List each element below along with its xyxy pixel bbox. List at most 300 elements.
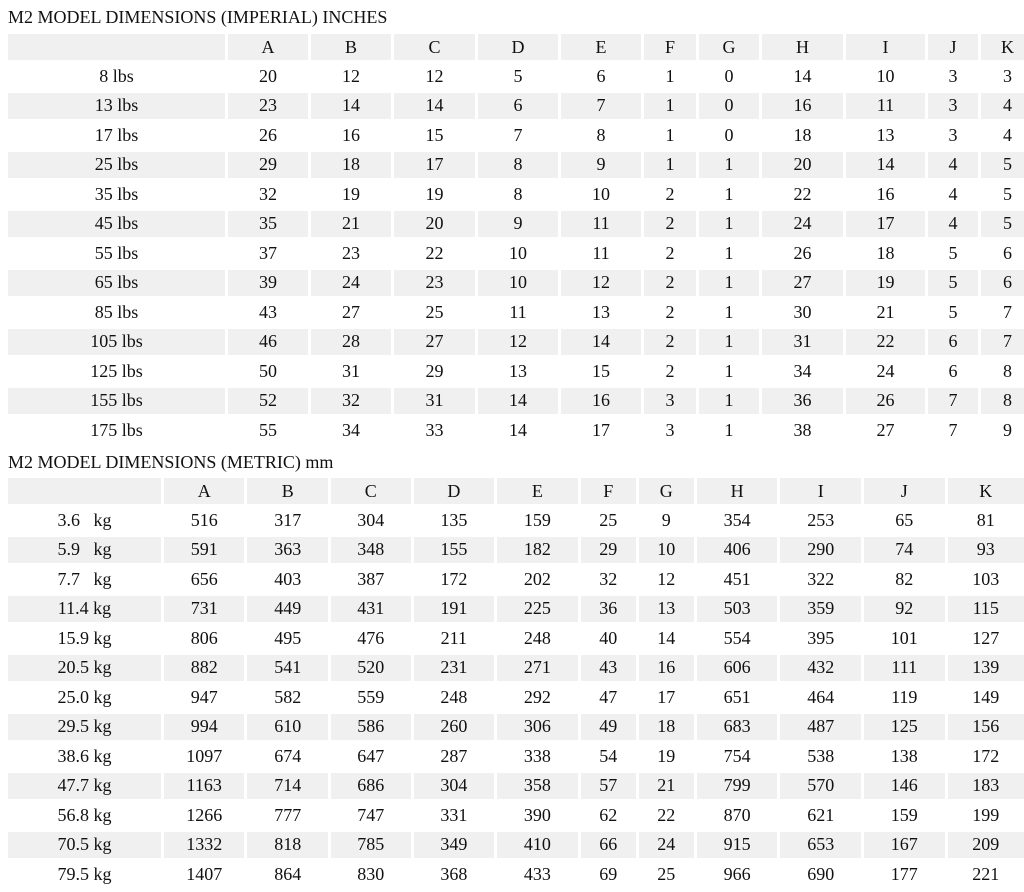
dimension-cell: 559 [331,684,414,714]
dimension-cell: 253 [780,507,864,537]
dimension-cell: 12 [478,329,561,359]
dimension-cell: 651 [697,684,781,714]
dimension-cell: 17 [394,152,478,182]
dimension-cell: 46 [228,329,311,359]
dimension-cell: 14 [639,625,697,655]
dimension-cell: 159 [864,802,948,832]
dimension-cell: 29 [581,537,639,567]
dimension-cell: 111 [864,655,948,685]
dimension-cell: 432 [780,655,864,685]
dimension-cell: 13 [639,596,697,626]
dimension-cell: 21 [846,299,928,329]
dimension-cell: 1 [644,93,699,123]
dimension-cell: 248 [414,684,498,714]
dimension-cell: 915 [697,832,781,862]
table-row [8,152,1024,182]
header-row [8,34,1024,63]
dimension-cell: 20 [762,152,846,182]
dimension-cell: 431 [331,596,414,626]
dimension-cell: 8 [981,358,1024,388]
dimension-cell: 464 [780,684,864,714]
weight-cell: 155 lbs [8,388,228,418]
dimension-cell: 503 [697,596,781,626]
dimension-cell: 317 [247,507,331,537]
dimension-cell: 714 [247,773,331,803]
table-row [8,388,1024,418]
weight-cell: 13 lbs [8,93,228,123]
dimension-cell: 22 [762,181,846,211]
dimension-cell: 290 [780,537,864,567]
weight-cell: 5.9 kg [8,537,164,567]
dimension-cell: 5 [478,63,561,93]
dimension-cell: 410 [497,832,581,862]
dimension-cell: 348 [331,537,414,567]
dimension-cell: 363 [247,537,331,567]
column-header-a: A [164,478,248,507]
dimension-cell: 2 [644,358,699,388]
dimension-cell: 15 [394,122,478,152]
dimension-cell: 1 [699,388,762,418]
dimension-cell: 516 [164,507,248,537]
dimension-cell: 1 [699,299,762,329]
dimension-cell: 10 [561,181,644,211]
dimension-cell: 0 [699,63,762,93]
header-corner-cell [8,34,228,63]
dimension-cell: 52 [228,388,311,418]
dimension-cell: 621 [780,802,864,832]
dimension-cell: 6 [478,93,561,123]
dimension-cell: 17 [846,211,928,241]
table-row [8,270,1024,300]
dimension-cell: 3 [928,93,981,123]
dimension-cell: 27 [762,270,846,300]
dimension-cell: 647 [331,743,414,773]
dimension-cell: 690 [780,861,864,891]
dimension-cell: 5 [981,211,1024,241]
weight-cell: 105 lbs [8,329,228,359]
dimension-cell: 139 [948,655,1024,685]
dimension-cell: 403 [247,566,331,596]
dimension-cell: 6 [928,329,981,359]
table-row [8,299,1024,329]
column-header-b: B [311,34,394,63]
dimension-cell: 18 [762,122,846,152]
dimension-cell: 32 [311,388,394,418]
dimension-cell: 43 [581,655,639,685]
table-row [8,773,1024,803]
dimension-cell: 31 [762,329,846,359]
dimension-cell: 1 [699,181,762,211]
dimension-cell: 24 [762,211,846,241]
dimension-cell: 1163 [164,773,248,803]
dimension-cell: 36 [762,388,846,418]
dimension-cell: 25 [394,299,478,329]
dimension-cell: 570 [780,773,864,803]
dimension-cell: 591 [164,537,248,567]
dimension-cell: 1332 [164,832,248,862]
dimension-cell: 14 [478,388,561,418]
dimension-cell: 451 [697,566,781,596]
table-row [8,684,1024,714]
weight-cell: 15.9 kg [8,625,164,655]
dimension-cell: 19 [394,181,478,211]
dimension-cell: 11 [478,299,561,329]
dimension-cell: 966 [697,861,781,891]
dimension-cell: 191 [414,596,498,626]
dimension-cell: 785 [331,832,414,862]
dimension-cell: 304 [331,507,414,537]
dimension-cell: 23 [311,240,394,270]
dimension-cell: 11 [561,240,644,270]
column-header-g: G [639,478,697,507]
dimension-cell: 23 [228,93,311,123]
dimension-cell: 390 [497,802,581,832]
table-row [8,537,1024,567]
dimension-cell: 406 [697,537,781,567]
dimension-cell: 19 [846,270,928,300]
dimension-cell: 1 [699,270,762,300]
dimension-cell: 199 [948,802,1024,832]
dimension-cell: 9 [981,417,1024,447]
dimension-cell: 14 [311,93,394,123]
dimension-cell: 449 [247,596,331,626]
dimension-cell: 586 [331,714,414,744]
dimension-cell: 2 [644,329,699,359]
dimension-cell: 5 [981,152,1024,182]
dimension-cell: 5 [981,181,1024,211]
table-row [8,625,1024,655]
column-header-f: F [644,34,699,63]
dimension-cell: 5 [928,299,981,329]
dimension-cell: 27 [311,299,394,329]
dimension-cell: 225 [497,596,581,626]
dimension-cell: 25 [581,507,639,537]
dimension-cell: 338 [497,743,581,773]
dimension-cell: 182 [497,537,581,567]
dimension-cell: 16 [311,122,394,152]
weight-cell: 125 lbs [8,358,228,388]
dimension-cell: 4 [928,181,981,211]
dimension-cell: 674 [247,743,331,773]
dimension-cell: 20 [228,63,311,93]
dimension-cell: 4 [981,93,1024,123]
dimension-cell: 29 [228,152,311,182]
dimension-cell: 18 [846,240,928,270]
dimension-cell: 476 [331,625,414,655]
dimension-cell: 1 [699,211,762,241]
table-row [8,566,1024,596]
dimension-cell: 349 [414,832,498,862]
dimension-cell: 12 [394,63,478,93]
dimension-cell: 495 [247,625,331,655]
dimension-cell: 554 [697,625,781,655]
dimension-cell: 24 [311,270,394,300]
dimension-cell: 8 [478,152,561,182]
dimension-cell: 14 [846,152,928,182]
dimension-cell: 65 [864,507,948,537]
dimension-cell: 9 [561,152,644,182]
dimension-cell: 287 [414,743,498,773]
dimension-cell: 16 [846,181,928,211]
dimension-cell: 1 [699,240,762,270]
dimension-cell: 209 [948,832,1024,862]
dimension-cell: 32 [228,181,311,211]
column-header-e: E [561,34,644,63]
dimension-cell: 17 [561,417,644,447]
dimension-cell: 248 [497,625,581,655]
table-row [8,240,1024,270]
dimension-cell: 211 [414,625,498,655]
dimension-cell: 14 [478,417,561,447]
dimension-cell: 14 [394,93,478,123]
dimension-cell: 26 [228,122,311,152]
dimension-cell: 31 [394,388,478,418]
dimension-cell: 806 [164,625,248,655]
dimension-cell: 125 [864,714,948,744]
dimension-cell: 16 [639,655,697,685]
column-header-k: K [981,34,1024,63]
dimension-cell: 1 [699,358,762,388]
dimension-cell: 16 [561,388,644,418]
dimension-cell: 39 [228,270,311,300]
dimension-cell: 359 [780,596,864,626]
dimension-cell: 882 [164,655,248,685]
dimension-cell: 818 [247,832,331,862]
table-row [8,93,1024,123]
dimension-cell: 21 [311,211,394,241]
dimension-cell: 7 [928,388,981,418]
dimension-cell: 69 [581,861,639,891]
dimension-cell: 15 [561,358,644,388]
dimension-cell: 653 [780,832,864,862]
dimension-cell: 582 [247,684,331,714]
dimension-cell: 156 [948,714,1024,744]
weight-cell: 47.7 kg [8,773,164,803]
dimension-cell: 13 [561,299,644,329]
column-header-g: G [699,34,762,63]
dimension-cell: 870 [697,802,781,832]
dimension-cell: 22 [846,329,928,359]
weight-cell: 65 lbs [8,270,228,300]
dimension-cell: 66 [581,832,639,862]
dimension-cell: 1 [699,417,762,447]
dimension-cell: 11 [846,93,928,123]
dimension-cell: 27 [394,329,478,359]
weight-cell: 29.5 kg [8,714,164,744]
dimension-cell: 12 [639,566,697,596]
weight-cell: 7.7 kg [8,566,164,596]
dimension-cell: 731 [164,596,248,626]
dimension-cell: 541 [247,655,331,685]
dimension-cell: 11 [561,211,644,241]
dimension-cell: 6 [561,63,644,93]
dimension-cell: 146 [864,773,948,803]
dimension-cell: 127 [948,625,1024,655]
dimension-cell: 306 [497,714,581,744]
dimension-cell: 21 [639,773,697,803]
column-header-d: D [414,478,498,507]
column-header-e: E [497,478,581,507]
dimension-cell: 9 [639,507,697,537]
dimension-cell: 57 [581,773,639,803]
header-row [8,478,1024,507]
weight-cell: 70.5 kg [8,832,164,862]
dimension-cell: 395 [780,625,864,655]
dimension-cell: 994 [164,714,248,744]
dimension-cell: 7 [981,299,1024,329]
dimension-cell: 6 [928,358,981,388]
dimension-cell: 138 [864,743,948,773]
dimension-cell: 7 [561,93,644,123]
dimension-cell: 74 [864,537,948,567]
weight-cell: 38.6 kg [8,743,164,773]
dimension-cell: 6 [981,240,1024,270]
weight-cell: 79.5 kg [8,861,164,891]
dimension-cell: 19 [311,181,394,211]
dimension-cell: 221 [948,861,1024,891]
dimension-cell: 3 [644,388,699,418]
imperial-dimensions-table [8,34,1024,447]
dimension-cell: 54 [581,743,639,773]
column-header-c: C [394,34,478,63]
dimension-cell: 8 [478,181,561,211]
dimension-cell: 331 [414,802,498,832]
dimension-cell: 33 [394,417,478,447]
table-row [8,122,1024,152]
table-row [8,211,1024,241]
weight-cell: 85 lbs [8,299,228,329]
weight-cell: 20.5 kg [8,655,164,685]
dimension-cell: 606 [697,655,781,685]
column-header-c: C [331,478,414,507]
weight-cell: 45 lbs [8,211,228,241]
dimension-cell: 10 [846,63,928,93]
dimension-cell: 10 [639,537,697,567]
dimension-cell: 119 [864,684,948,714]
dimension-cell: 387 [331,566,414,596]
dimension-cell: 92 [864,596,948,626]
dimension-cell: 2 [644,181,699,211]
weight-cell: 35 lbs [8,181,228,211]
dimension-cell: 2 [644,240,699,270]
dimension-cell: 260 [414,714,498,744]
dimension-cell: 0 [699,122,762,152]
dimension-cell: 5 [928,270,981,300]
dimension-cell: 947 [164,684,248,714]
table-row [8,802,1024,832]
dimension-cell: 155 [414,537,498,567]
dimension-cell: 24 [846,358,928,388]
dimension-cell: 0 [699,93,762,123]
dimension-cell: 115 [948,596,1024,626]
dimension-cell: 25 [639,861,697,891]
dimension-cell: 686 [331,773,414,803]
dimension-cell: 35 [228,211,311,241]
dimension-cell: 520 [331,655,414,685]
weight-cell: 175 lbs [8,417,228,447]
dimension-cell: 2 [644,299,699,329]
dimension-cell: 20 [394,211,478,241]
dimension-cell: 3 [981,63,1024,93]
table-row [8,507,1024,537]
dimension-cell: 4 [928,211,981,241]
dimension-cell: 8 [981,388,1024,418]
column-header-a: A [228,34,311,63]
dimension-cell: 6 [981,270,1024,300]
dimension-cell: 49 [581,714,639,744]
dimension-cell: 322 [780,566,864,596]
dimension-cell: 17 [639,684,697,714]
dimension-cell: 1 [644,63,699,93]
dimension-cell: 28 [311,329,394,359]
dimension-cell: 610 [247,714,331,744]
metric-table-title: M2 MODEL DIMENSIONS (METRIC) mm [8,452,334,472]
dimension-cell: 27 [846,417,928,447]
header-corner-cell [8,478,164,507]
dimension-cell: 22 [639,802,697,832]
dimension-cell: 36 [581,596,639,626]
column-header-h: H [762,34,846,63]
dimension-cell: 18 [311,152,394,182]
dimension-cell: 231 [414,655,498,685]
dimension-cell: 830 [331,861,414,891]
table-row [8,655,1024,685]
dimension-cell: 16 [762,93,846,123]
dimension-cell: 538 [780,743,864,773]
metric-dimensions-table [8,478,1024,891]
table-row [8,63,1024,93]
weight-cell: 17 lbs [8,122,228,152]
dimension-cell: 183 [948,773,1024,803]
dimension-cell: 3 [928,63,981,93]
dimension-cell: 40 [581,625,639,655]
dimension-cell: 1407 [164,861,248,891]
dimension-cell: 34 [311,417,394,447]
dimension-cell: 13 [478,358,561,388]
dimension-cell: 50 [228,358,311,388]
table-row [8,743,1024,773]
dimension-cell: 149 [948,684,1024,714]
dimension-cell: 487 [780,714,864,744]
weight-cell: 25 lbs [8,152,228,182]
dimension-cell: 1 [644,152,699,182]
dimension-cell: 23 [394,270,478,300]
table-row [8,832,1024,862]
dimension-cell: 18 [639,714,697,744]
dimension-cell: 177 [864,861,948,891]
dimension-cell: 32 [581,566,639,596]
column-header-j: J [928,34,981,63]
weight-cell: 8 lbs [8,63,228,93]
dimension-cell: 1097 [164,743,248,773]
dimension-cell: 4 [981,122,1024,152]
dimension-cell: 1 [644,122,699,152]
dimension-cell: 358 [497,773,581,803]
table-row [8,181,1024,211]
weight-cell: 3.6 kg [8,507,164,537]
dimension-cell: 55 [228,417,311,447]
dimension-cell: 29 [394,358,478,388]
dimension-cell: 26 [762,240,846,270]
table-row [8,861,1024,891]
dimension-cell: 13 [846,122,928,152]
weight-cell: 55 lbs [8,240,228,270]
dimension-cell: 93 [948,537,1024,567]
dimension-cell: 82 [864,566,948,596]
dimension-cell: 8 [561,122,644,152]
table-row [8,417,1024,447]
dimension-cell: 683 [697,714,781,744]
